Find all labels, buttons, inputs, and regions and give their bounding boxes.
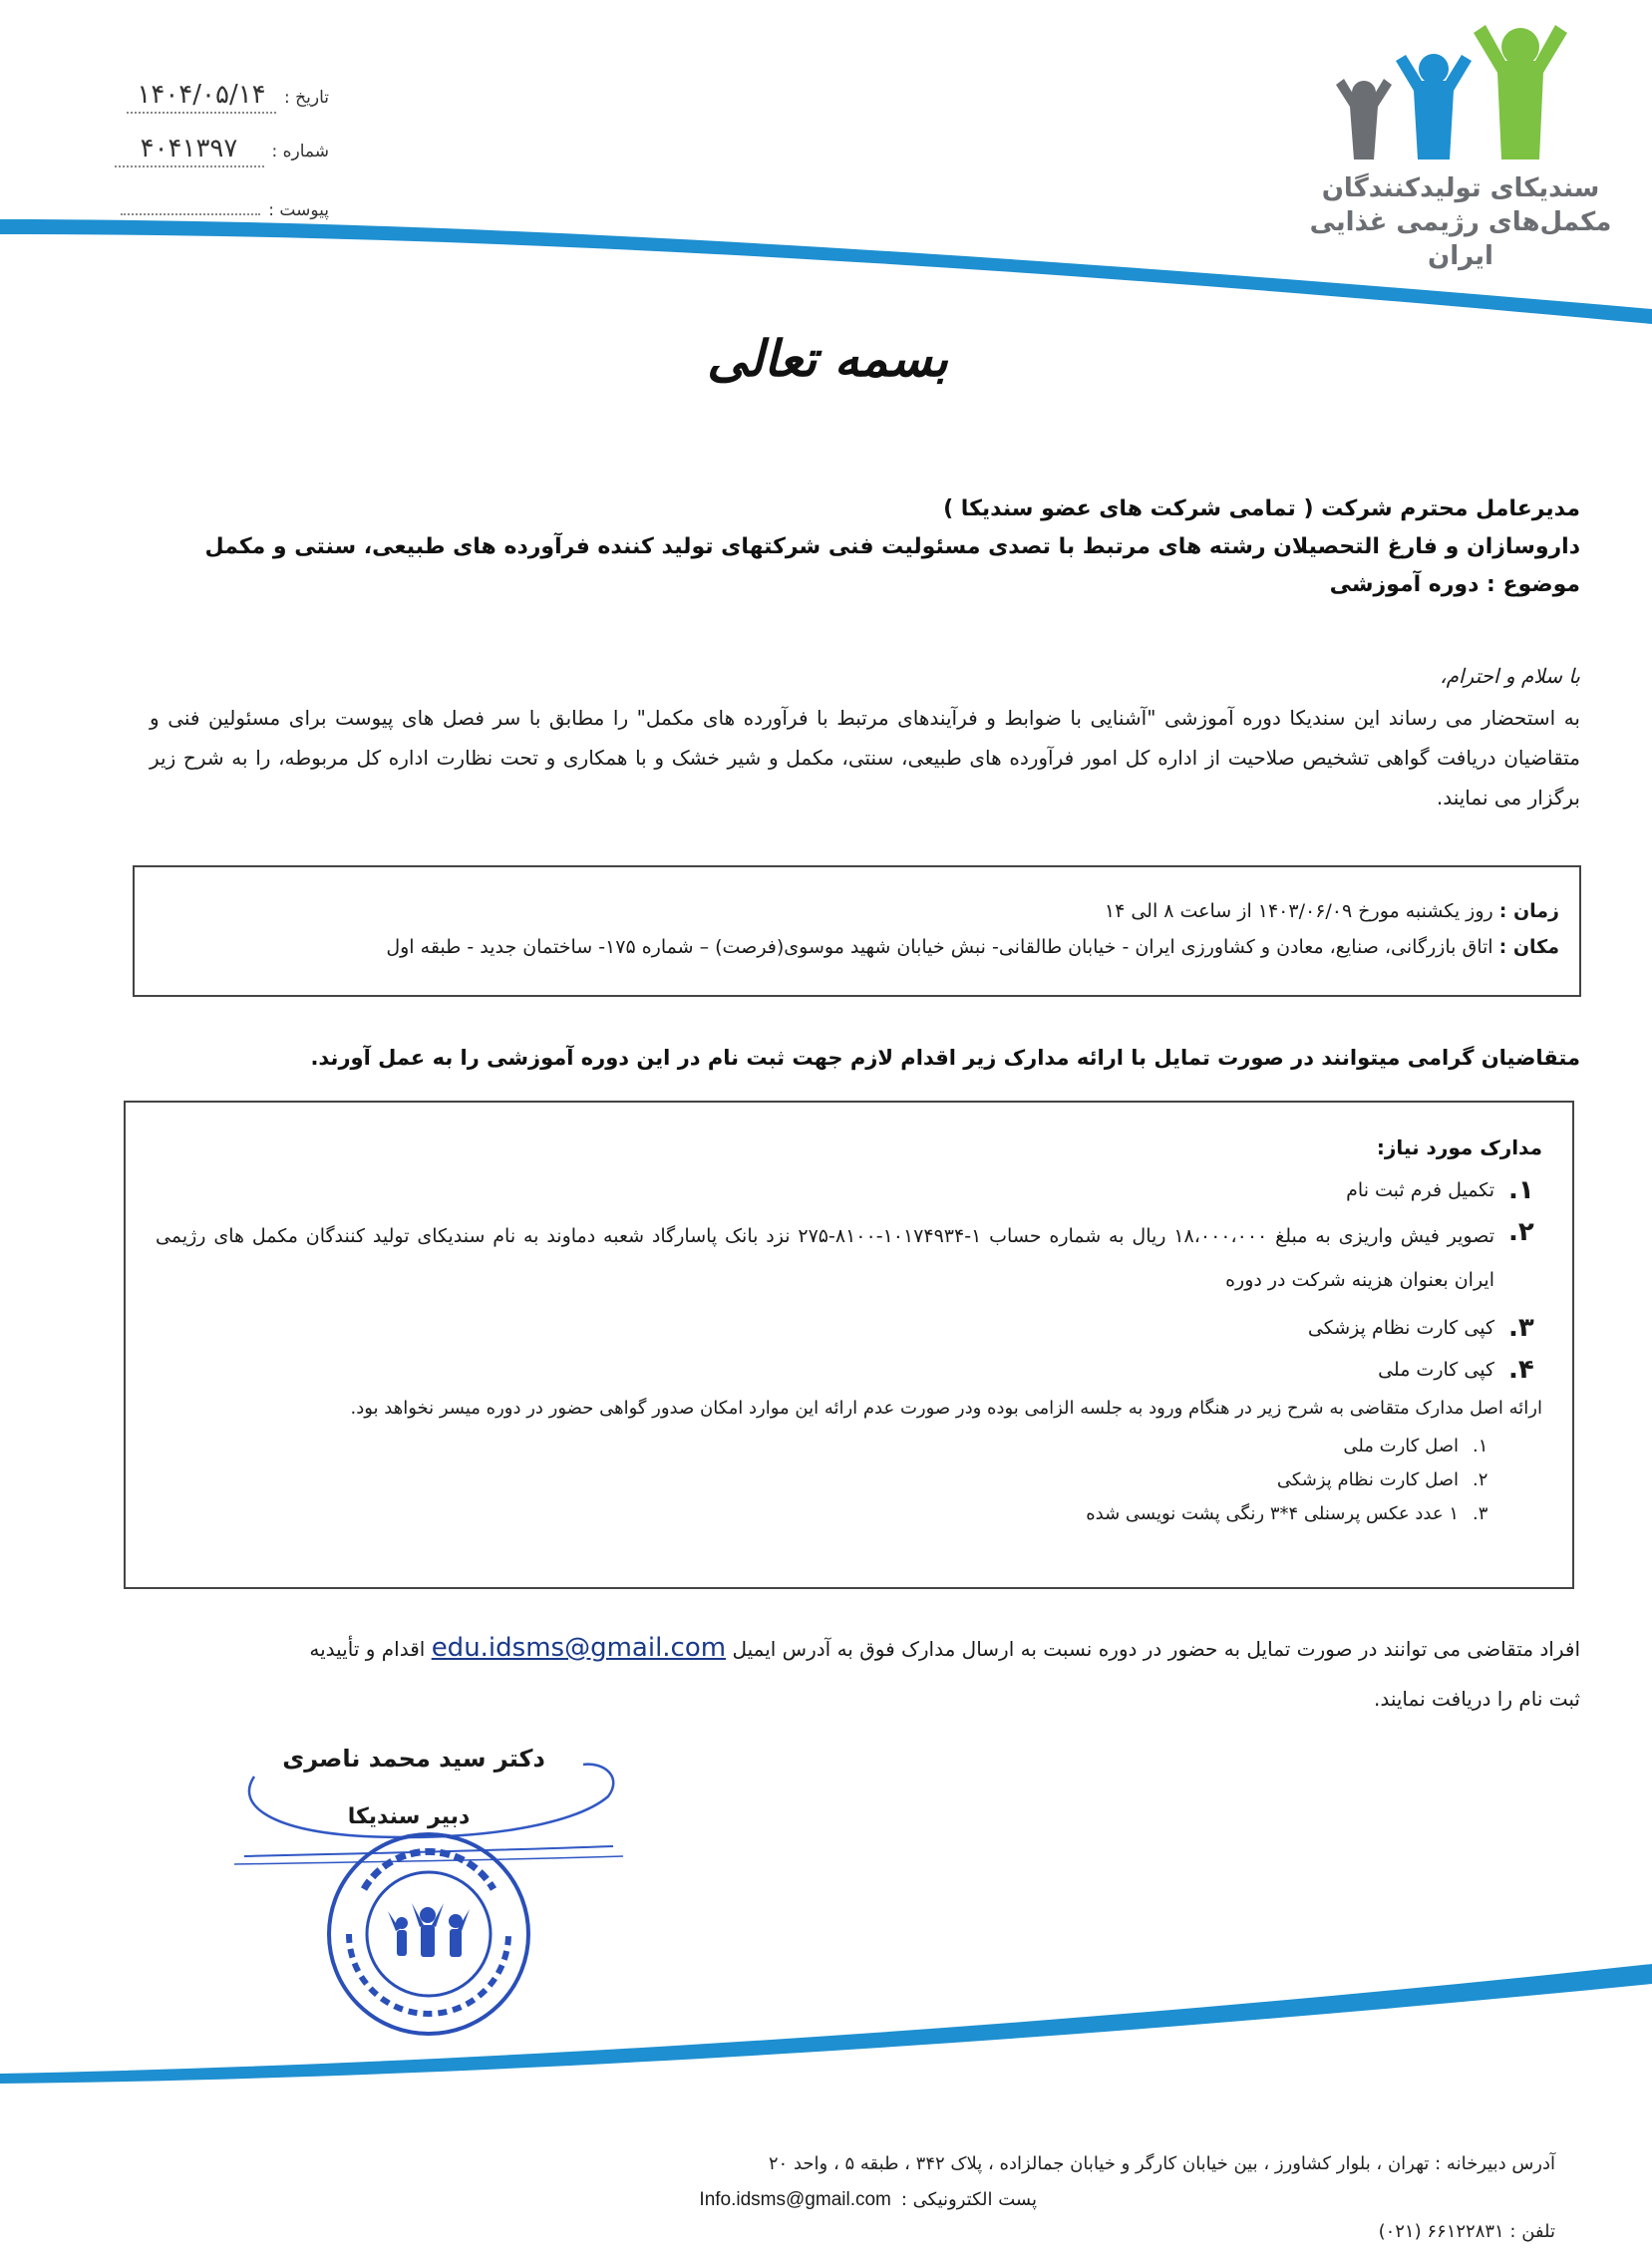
org-name-line2: مکمل‌های رژیمی غذایی xyxy=(1309,207,1612,237)
recipient-line-2: داروسازان و فارغ التحصیلان رشته های مرتبط با تصدی مسئولیت فنی شرکتهای تولید کننده فرآورده های طبیعی، سنتی و مکمل xyxy=(204,534,1580,559)
number-row xyxy=(90,134,329,167)
original-item-3 xyxy=(156,1497,1512,1531)
signatory-title: دبیر سندیکا xyxy=(347,1804,471,1829)
attachment-label: پیوست : xyxy=(268,200,329,220)
original-item-2 xyxy=(156,1463,1512,1497)
org-logo-icon xyxy=(1326,25,1590,164)
requirement-text: کپی کارت ملی xyxy=(1378,1359,1494,1381)
requirement-num: ۱. xyxy=(1508,1175,1534,1205)
event-time-label: زمان : xyxy=(1498,900,1559,922)
original-num: ۱. xyxy=(1473,1436,1488,1456)
event-time-value: روز یکشنبه مورخ ۱۴۰۳/۰۶/۰۹ از ساعت ۸ الی ۱۴ xyxy=(1104,900,1493,922)
requirement-item-4 xyxy=(156,1352,1542,1388)
number-label: شماره : xyxy=(271,142,329,161)
event-time-row xyxy=(155,893,1559,929)
date-value: ۱۴۰۴/۰۵/۱۴ xyxy=(127,80,276,114)
original-num: ۲. xyxy=(1473,1469,1488,1490)
applicants-note: متقاضیان گرامی میتوانند در صورت تمایل با ارائه مدارک زیر اقدام لازم جهت ثبت نام در این دوره آموزشی را به عمل آورند. xyxy=(310,1046,1580,1070)
original-text: ۱ عدد عکس پرسنلی ۴*۳ رنگی پشت نویسی شده xyxy=(1086,1503,1459,1524)
requirement-text: تکمیل فرم ثبت نام xyxy=(1346,1179,1494,1201)
footer-email-value[interactable]: Info.idsms@gmail.com xyxy=(699,2189,891,2210)
event-box xyxy=(133,865,1581,997)
org-name-line1: سندیکای تولیدکنندگان xyxy=(1321,173,1600,203)
date-row xyxy=(90,80,329,114)
original-num: ۳. xyxy=(1473,1503,1488,1524)
requirement-item-2 xyxy=(156,1214,1542,1302)
signatory-name: دکتر سید محمد ناصری xyxy=(282,1745,545,1773)
requirement-item-3 xyxy=(156,1310,1542,1346)
requirement-num: ۳. xyxy=(1508,1313,1534,1343)
body-paragraph: به استحضار می رساند این سندیکا دوره آموزشی "آشنایی با ضوابط و فرآیندهای مرتبط با فرآورده های مکمل" را مطابق با سر فصل های پیوست برای مسئولین فنی و متقاضیان دریافت گواهی تشخیص صلاحیت از اداره کل امور فرآورده های طبیعی، سنتی، مکمل و شیر خشک و با همکاری و تحت نظارت اداره کل مربوطه، را به شرح زیر برگزار می نمایند. xyxy=(150,706,1580,809)
requirement-text: تصویر فیش واریزی به مبلغ ۱۸،۰۰۰،۰۰۰ ریال به شماره حساب ۱-۱۰۱۷۴۹۳۴-۸۱۰۰-۲۷۵ نزد بانک پاسارگاد شعبه دماوند به نام سندیکای تولید کنندگان مکمل های رژیمی ایران بعنوان هزینه شرکت در دوره xyxy=(156,1225,1494,1291)
email-paragraph-after: اقدام و تأییدیه xyxy=(309,1637,426,1661)
event-place-label: مکان : xyxy=(1498,936,1559,958)
email-paragraph-before: افراد متقاضی می توانند در صورت تمایل به حضور در دوره نسبت به ارسال مدارک فوق به آدرس ایمیل xyxy=(732,1637,1580,1661)
originals-note: ارائه اصل مدارک متقاضی به شرح زیر در هنگام ورود به جلسه الزامی بوده ودر صورت عدم ارائه این موارد امکان صدور گواهی حضور در دوره میسر نخواهد بود. xyxy=(350,1398,1542,1419)
event-place-row xyxy=(155,929,1559,965)
greeting: با سلام و احترام، xyxy=(1440,664,1580,688)
email-link[interactable]: edu.idsms@gmail.com xyxy=(431,1633,727,1663)
subject-line: موضوع : دوره آموزشی xyxy=(1329,572,1580,597)
bismillah-heading: بسمه تعالی xyxy=(707,329,948,388)
bottom-wave-band xyxy=(0,1954,1652,2084)
requirement-num: ۴. xyxy=(1508,1355,1534,1385)
requirements-title: مدارک مورد نیاز: xyxy=(1376,1135,1542,1159)
email-paragraph xyxy=(130,1623,1580,1724)
org-name xyxy=(1296,171,1625,273)
attachment-row xyxy=(110,197,329,220)
requirements-box xyxy=(124,1101,1574,1589)
footer-phone: تلفن : ۶۶۱۲۲۸۳۱ (۰۲۱) xyxy=(1378,2221,1555,2242)
email-paragraph-line2: ثبت نام را دریافت نمایند. xyxy=(1373,1687,1580,1711)
requirement-num: ۲. xyxy=(1508,1217,1534,1247)
number-value: ۴۰۴۱۳۹۷ xyxy=(115,134,264,167)
recipient-line-1: مدیرعامل محترم شرکت ( تمامی شرکت های عضو سندیکا ) xyxy=(943,496,1580,521)
event-place-value: اتاق بازرگانی، صنایع، معادن و کشاورزی ایران - خیابان طالقانی- نبش خیابان شهید موسوی(فرصت) – شماره ۱۷۵- ساختمان جدید - طبقه اول xyxy=(386,936,1493,958)
org-name-line3: ایران xyxy=(1428,241,1493,271)
original-text: اصل کارت ملی xyxy=(1343,1436,1459,1456)
footer-email-label: پست الکترونیکی : xyxy=(900,2189,1037,2210)
requirement-text: کپی کارت نظام پزشکی xyxy=(1307,1317,1494,1339)
footer-address: آدرس دبیرخانه : تهران ، بلوار کشاورز ، بین خیابان کارگر و خیابان جمالزاده ، پلاک ۳۴۲ ، طبقه ۵ ، واحد ۲۰ xyxy=(768,2153,1555,2174)
originals-list xyxy=(156,1430,1542,1531)
attachment-value xyxy=(121,197,260,215)
original-item-1 xyxy=(156,1430,1512,1463)
recipients-block xyxy=(150,490,1580,604)
date-label: تاریخ : xyxy=(284,88,329,108)
original-text: اصل کارت نظام پزشکی xyxy=(1276,1469,1459,1490)
footer-email-row xyxy=(618,2189,1037,2211)
requirement-item-1 xyxy=(156,1172,1542,1208)
